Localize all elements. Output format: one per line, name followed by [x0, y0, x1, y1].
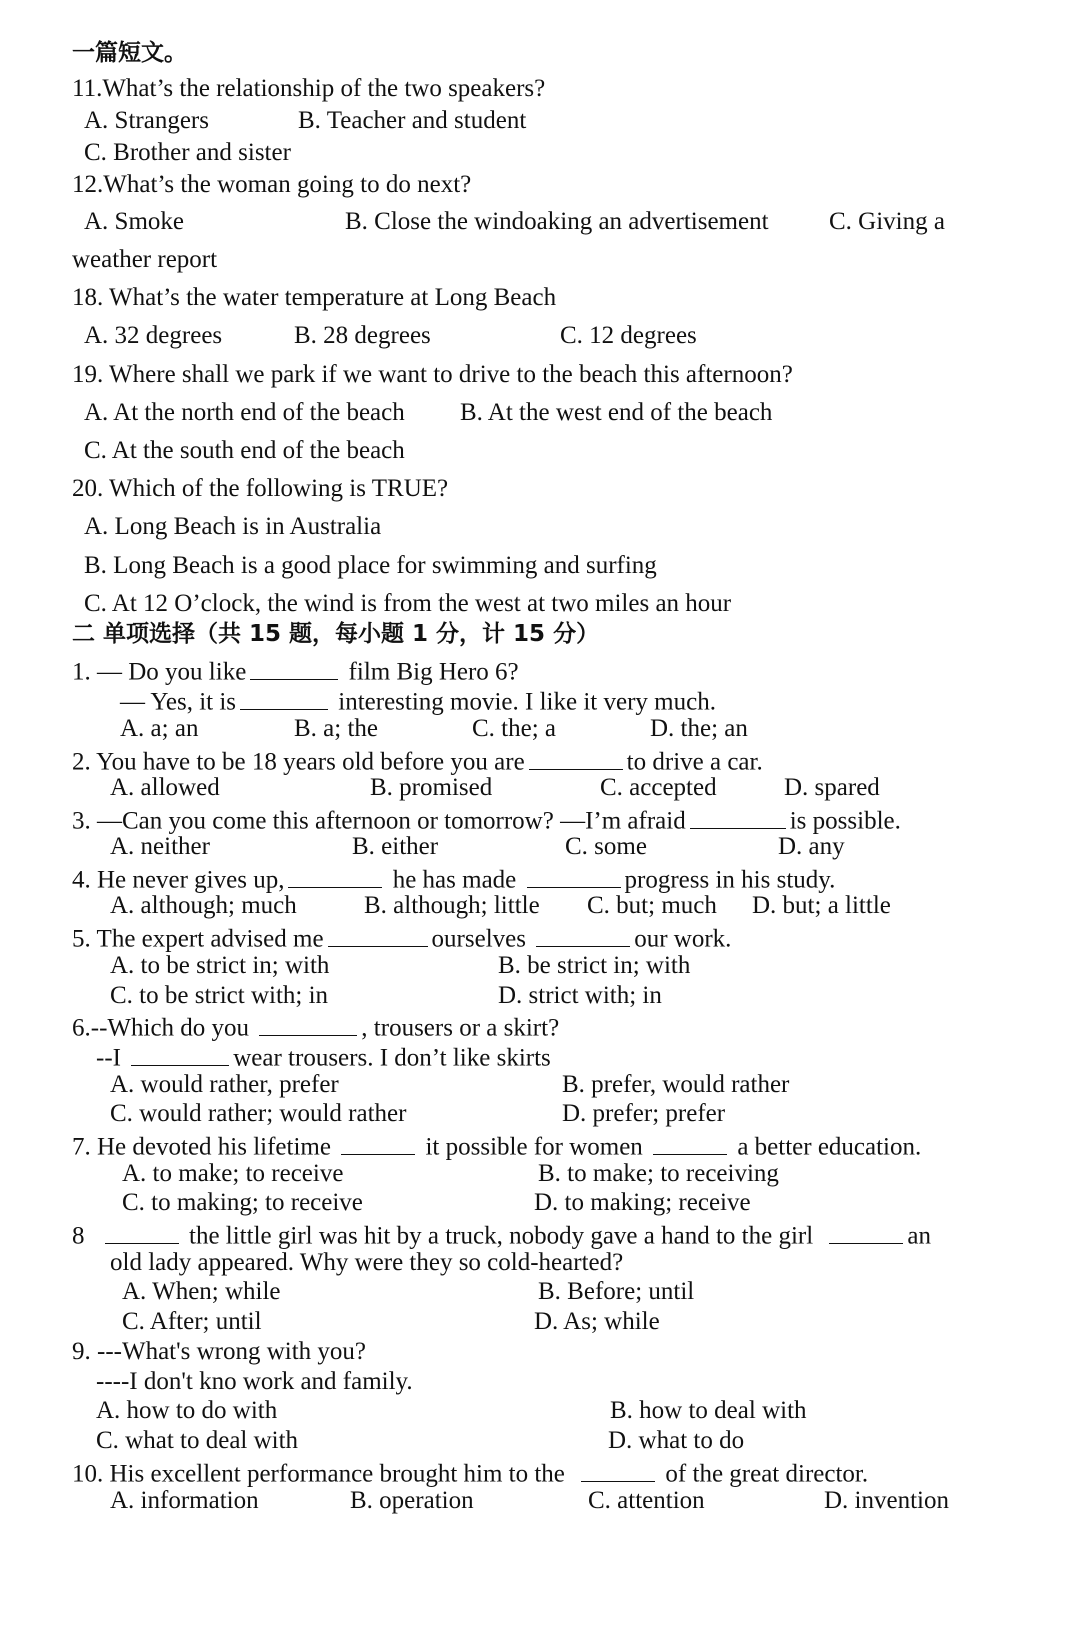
answer-blank[interactable] [259, 1012, 357, 1036]
answer-blank[interactable] [105, 1220, 179, 1244]
option-c: C. but; much [587, 892, 717, 919]
option-c: C. the; a [472, 715, 557, 742]
stem-text: a better education. [737, 1133, 922, 1161]
option-c: C. At 12 O’clock, the wind is from the west at two miles an hour [84, 590, 732, 617]
answer-blank[interactable] [653, 1131, 727, 1155]
question-6-line2 [96, 1042, 551, 1071]
option-d: D. strict with; in [498, 982, 662, 1009]
option-a: A. how to do with [96, 1397, 278, 1424]
option-b: B. either [352, 833, 439, 860]
stem-text: wear trousers. I don’t like skirts [233, 1044, 551, 1072]
option-a: A. neither [110, 833, 210, 860]
section-heading: 一篇短文。 [72, 40, 187, 66]
stem-text: — Yes, it is [120, 688, 237, 716]
answer-blank[interactable] [250, 656, 338, 680]
question-10-stem [72, 1458, 868, 1487]
option-b: B. how to deal with [610, 1397, 807, 1424]
option-d: D. As; while [534, 1308, 660, 1335]
option-b: B. to make; to receiving [538, 1160, 779, 1187]
option-a: A. although; much [110, 892, 297, 919]
question-1-line1 [72, 656, 519, 685]
option-b: B. although; little [364, 892, 540, 919]
option-b: B. Long Beach is a good place for swimming and surfing [84, 552, 657, 579]
stem-text: the little girl was hit by a truck, nobody gave a hand to the girl [189, 1222, 814, 1250]
stem-text: 10. His excellent performance brought him to the [72, 1460, 565, 1488]
question-7-stem [72, 1131, 921, 1160]
stem-text: 3. —Can you come this afternoon or tomorrow? —I’m afraid [72, 807, 686, 835]
option-d: D. any [778, 833, 845, 860]
option-d: D. spared [784, 774, 880, 801]
option-b: B. Before; until [538, 1278, 695, 1305]
option-b: B. Close the windoaking an advertisement [345, 208, 769, 235]
answer-blank[interactable] [690, 805, 786, 829]
option-c: C. 12 degrees [560, 322, 697, 349]
stem-text: to drive a car. [626, 748, 763, 776]
option-d: D. invention [824, 1487, 949, 1514]
answer-blank[interactable] [529, 746, 623, 770]
option-d: D. but; a little [752, 892, 891, 919]
stem-text: an [907, 1222, 932, 1250]
option-c: C. After; until [122, 1308, 262, 1335]
answer-blank[interactable] [341, 1131, 415, 1155]
question-9-line1: 9. ---What's wrong with you? [72, 1338, 367, 1365]
option-b: B. be strict in; with [498, 952, 691, 979]
option-d: D. to making; receive [534, 1189, 751, 1216]
option-b: B. operation [350, 1487, 474, 1514]
option-b: B. a; the [294, 715, 379, 742]
question-6-line1 [72, 1012, 559, 1041]
option-d: D. the; an [650, 715, 748, 742]
stem-text: 6.--Which do you [72, 1014, 250, 1042]
option-c: C. At the south end of the beach [84, 437, 405, 464]
answer-blank[interactable] [240, 686, 328, 710]
answer-blank[interactable] [581, 1458, 655, 1482]
question-5-stem [72, 923, 731, 952]
option-c: C. Brother and sister [84, 139, 291, 166]
question-8-line1 [72, 1220, 931, 1249]
option-c: C. accepted [600, 774, 717, 801]
option-b: B. prefer, would rather [562, 1071, 790, 1098]
option-d: D. prefer; prefer [562, 1100, 726, 1127]
option-b: B. Teacher and student [298, 107, 527, 134]
option-a: A. When; while [122, 1278, 281, 1305]
option-a: A. 32 degrees [84, 322, 223, 349]
stem-text: film Big Hero 6? [348, 658, 519, 686]
option-c: C. to be strict with; in [110, 982, 329, 1009]
option-b: B. promised [370, 774, 493, 801]
stem-text: of the great director. [665, 1460, 869, 1488]
stem-text: it possible for women [425, 1133, 643, 1161]
option-a: A. Strangers [84, 107, 209, 134]
answer-blank[interactable] [328, 923, 428, 947]
option-c: C. some [565, 833, 647, 860]
question-12-stem: 12.What’s the woman going to do next? [72, 171, 472, 198]
option-c: C. Giving a [829, 208, 945, 235]
question-11-stem: 11.What’s the relationship of the two speakers? [72, 75, 546, 102]
stem-text: interesting movie. I like it very much. [338, 688, 716, 716]
option-a: A. At the north end of the beach [84, 399, 405, 426]
question-3-stem [72, 805, 901, 834]
answer-blank[interactable] [527, 864, 621, 888]
stem-text: 2. You have to be 18 years old before you are [72, 748, 525, 776]
stem-text: progress in his study. [624, 866, 836, 894]
option-a: A. information [110, 1487, 259, 1514]
stem-text: --I [96, 1044, 121, 1072]
option-c: C. to making; to receive [122, 1189, 363, 1216]
question-8-line2: old lady appeared. Why were they so cold-hearted? [110, 1249, 624, 1276]
option-a: A. to be strict in; with [110, 952, 330, 979]
answer-blank[interactable] [536, 923, 630, 947]
stem-text: , trousers or a skirt? [361, 1014, 560, 1042]
option-a: A. to make; to receive [122, 1160, 344, 1187]
stem-text: 7. He devoted his lifetime [72, 1133, 331, 1161]
option-c-continued: weather report [72, 246, 218, 273]
option-a: A. allowed [110, 774, 220, 801]
question-19-stem: 19. Where shall we park if we want to drive to the beach this afternoon? [72, 361, 793, 388]
option-a: A. Smoke [84, 208, 184, 235]
question-9-line2: ----I don't kno work and family. [96, 1368, 413, 1395]
stem-text: he has made [392, 866, 517, 894]
option-b: B. At the west end of the beach [460, 399, 773, 426]
option-a: A. would rather, prefer [110, 1071, 339, 1098]
section-heading: 二 单项选择（共 15 题，每小题 1 分，计 15 分） [72, 621, 600, 647]
stem-text: ourselves [431, 925, 526, 953]
option-c: C. attention [588, 1487, 705, 1514]
stem-text: is possible. [789, 807, 901, 835]
option-d: D. what to do [608, 1427, 745, 1454]
question-2-stem [72, 746, 763, 775]
option-c: C. would rather; would rather [110, 1100, 407, 1127]
stem-text: 4. He never gives up, [72, 866, 285, 894]
option-c: C. what to deal with [96, 1427, 299, 1454]
stem-text: 5. The expert advised me [72, 925, 324, 953]
stem-text: 1. — Do you like [72, 658, 247, 686]
question-18-stem: 18. What’s the water temperature at Long Beach [72, 284, 557, 311]
answer-blank[interactable] [288, 864, 382, 888]
question-1-line2 [120, 686, 716, 715]
stem-text: our work. [634, 925, 732, 953]
question-number: 8 [72, 1222, 85, 1250]
option-a: A. Long Beach is in Australia [84, 513, 382, 540]
question-20-stem: 20. Which of the following is TRUE? [72, 475, 449, 502]
option-a: A. a; an [120, 715, 199, 742]
answer-blank[interactable] [829, 1220, 903, 1244]
question-4-stem [72, 864, 835, 893]
option-b: B. 28 degrees [294, 322, 431, 349]
answer-blank[interactable] [131, 1042, 229, 1066]
